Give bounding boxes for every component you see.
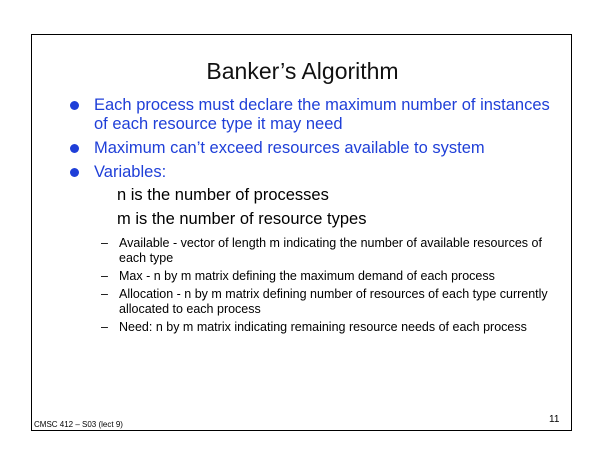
- sub-bullet-item: [101, 320, 561, 335]
- sub-bullet-text: Max - n by m matrix defining the maximum demand of each process: [119, 269, 495, 283]
- bullet-item: [68, 163, 558, 182]
- footer-course-label: CMSC 412 – S03 (lect 9): [34, 420, 123, 429]
- sub-bullet-item: [101, 287, 561, 317]
- bullet-dot-icon: [70, 168, 79, 177]
- variable-m-line: m is the number of resource types: [117, 210, 367, 228]
- dash-icon: –: [101, 320, 108, 334]
- bullet-list: [68, 96, 558, 187]
- bullet-dot-icon: [70, 144, 79, 153]
- bullet-dot-icon: [70, 101, 79, 110]
- bullet-item: [68, 139, 558, 158]
- sub-bullet-item: [101, 236, 561, 266]
- sub-bullet-text: Allocation - n by m matrix defining number of resources of each type currently allocated to each process: [119, 287, 548, 316]
- bullet-item: [68, 96, 558, 134]
- dash-icon: –: [101, 287, 108, 301]
- sub-bullet-text: Need: n by m matrix indicating remaining resource needs of each process: [119, 320, 527, 334]
- sub-bullet-text: Available - vector of length m indicating the number of available resources of each type: [119, 236, 542, 265]
- slide-title: Banker’s Algorithm: [206, 58, 399, 84]
- bullet-text: Maximum can’t exceed resources available to system: [94, 139, 485, 157]
- dash-icon: –: [101, 236, 108, 250]
- dash-icon: –: [101, 269, 108, 283]
- slide-frame: [31, 34, 572, 431]
- page-number: 11: [549, 414, 560, 425]
- bullet-text: Each process must declare the maximum number of instances of each resource type it may need: [94, 96, 550, 133]
- variable-n-line: n is the number of processes: [117, 186, 329, 204]
- bullet-text: Variables:: [94, 163, 167, 181]
- sub-bullet-list: [101, 236, 561, 338]
- sub-bullet-item: [101, 269, 561, 284]
